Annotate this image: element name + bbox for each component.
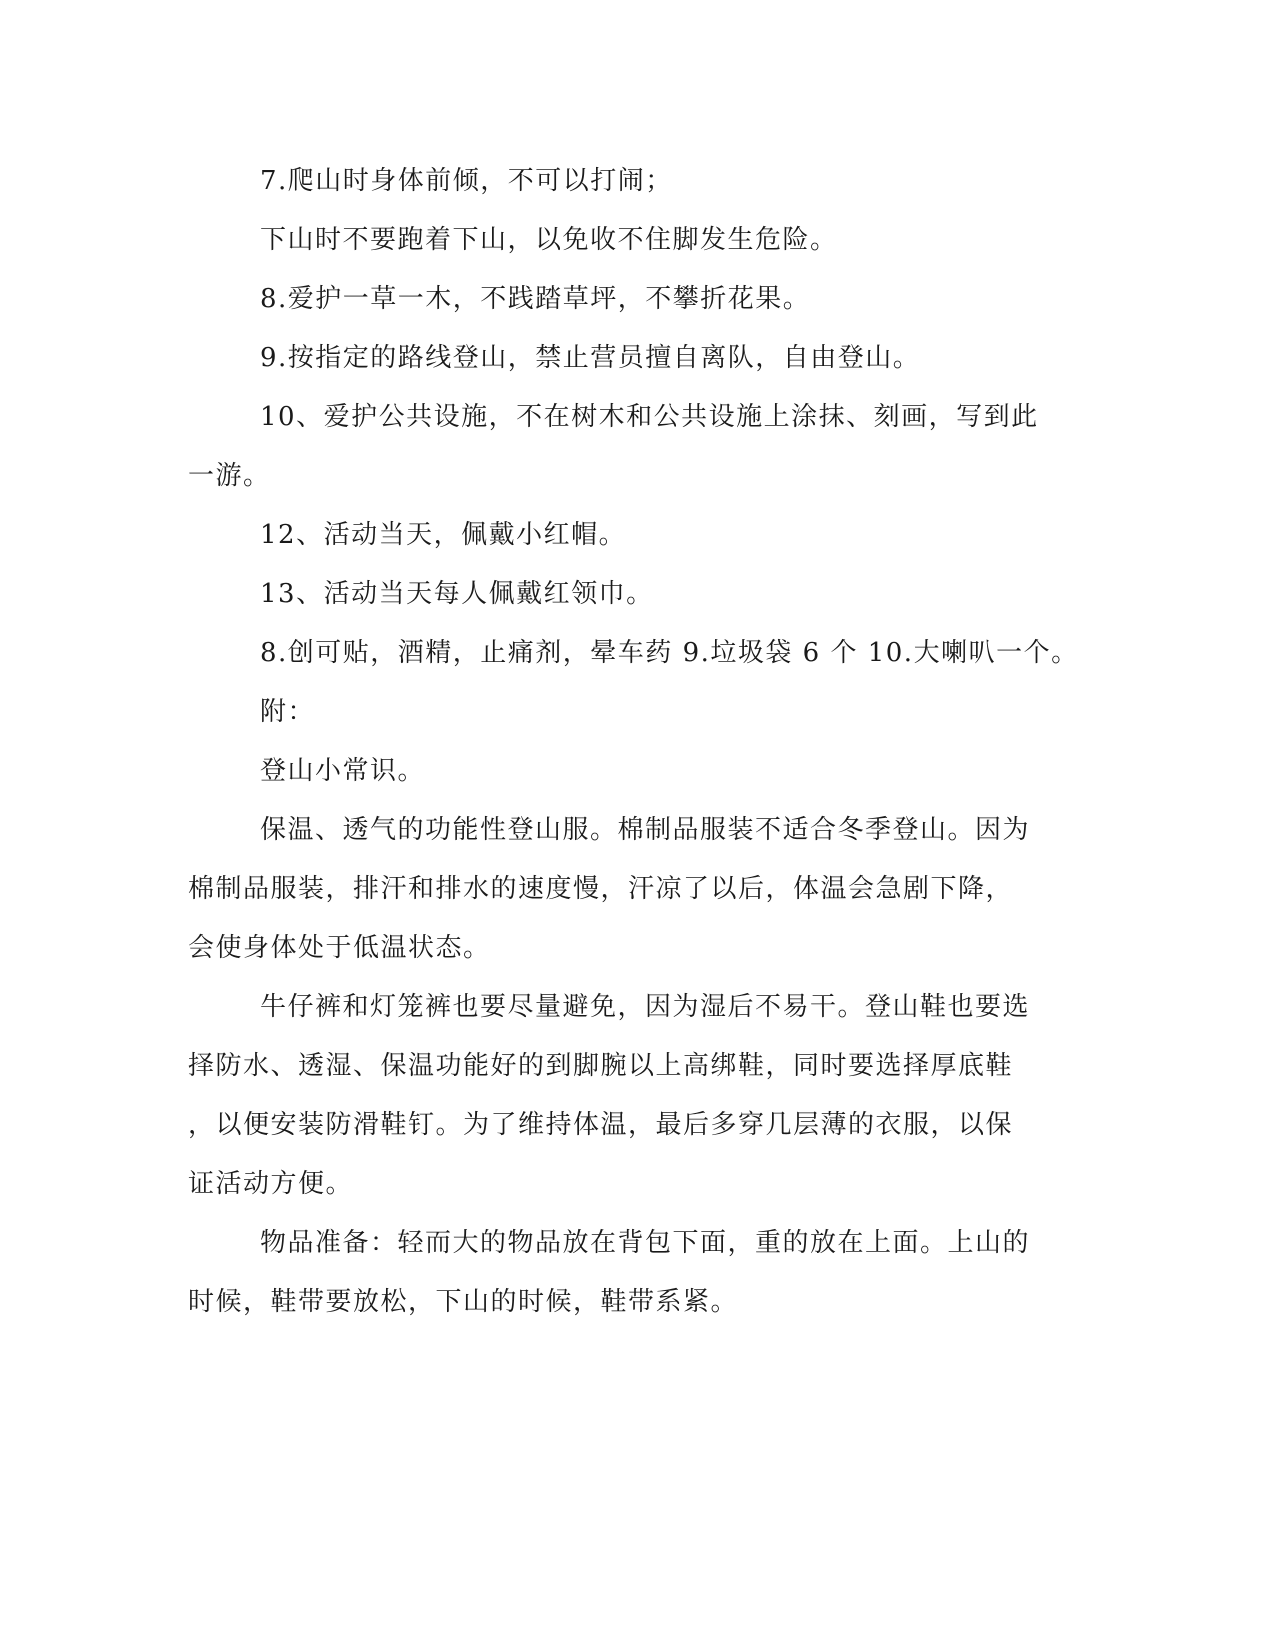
text-line: 登山小常识。 [260, 756, 426, 786]
text-line: 7.爬山时身体前倾，不可以打闹； [260, 166, 673, 196]
text-line: 牛仔裤和灯笼裤也要尽量避免，因为湿后不易干。登山鞋也要选 [260, 992, 1031, 1022]
text-line: ，以便安装防滑鞋钉。为了维持体温，最后多穿几层薄的衣服，以保 [188, 1110, 1014, 1140]
text-line: 证活动方便。 [188, 1169, 354, 1199]
text-line: 8.创可贴，酒精，止痛剂，晕车药 9.垃圾袋 6 个 10.大喇叭一个。 [260, 638, 1079, 668]
text-line: 下山时不要跑着下山，以免收不住脚发生危险。 [260, 225, 838, 255]
text-line: 保温、透气的功能性登山服。棉制品服装不适合冬季登山。因为 [260, 815, 1031, 845]
text-line: 12、活动当天，佩戴小红帽。 [260, 520, 627, 550]
text-line: 9.按指定的路线登山，禁止营员擅自离队，自由登山。 [260, 343, 921, 373]
text-line: 一游。 [188, 461, 271, 491]
text-line: 择防水、透湿、保温功能好的到脚腕以上高绑鞋，同时要选择厚底鞋 [188, 1051, 1014, 1081]
text-line: 棉制品服装，排汗和排水的速度慢，汗凉了以后，体温会急剧下降， [188, 874, 1014, 904]
text-line: 时候，鞋带要放松，下山的时候，鞋带系紧。 [188, 1287, 739, 1317]
text-line: 10、爱护公共设施，不在树木和公共设施上涂抹、刻画，写到此 [260, 402, 1039, 432]
text-line: 会使身体处于低温状态。 [188, 933, 491, 963]
text-line: 物品准备：轻而大的物品放在背包下面，重的放在上面。上山的 [260, 1228, 1031, 1258]
text-line: 13、活动当天每人佩戴红领巾。 [260, 579, 654, 609]
text-line: 附： [260, 697, 316, 727]
text-line: 8.爱护一草一木，不践踏草坪，不攀折花果。 [260, 284, 811, 314]
